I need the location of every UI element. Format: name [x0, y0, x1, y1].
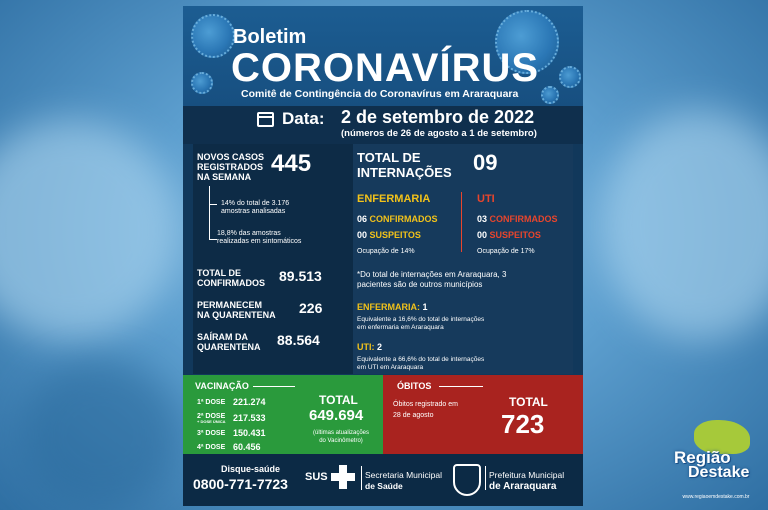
footer-divider [485, 466, 486, 490]
note-connector [209, 204, 217, 205]
confirmed-value: 89.513 [279, 268, 322, 284]
phone-number: 0800-771-7723 [193, 476, 288, 492]
hospital-total-value: 09 [473, 150, 498, 175]
title-coronavirus: CORONAVÍRUS [231, 46, 540, 90]
left-quarantine-label: SAÍRAM DA QUARENTENA [197, 332, 261, 352]
vaccination-total-box [299, 385, 379, 447]
prefeitura: Prefeitura Municipal de Araraquara [489, 470, 565, 492]
vaccination-total-note: (últimas atualizações do Vacinômetro) [312, 430, 370, 444]
title-boletim: Boletim [233, 26, 307, 48]
deaths-total-label: TOTAL [509, 395, 548, 409]
vaccination-total-value: 649.694 [309, 407, 364, 424]
header [183, 6, 583, 106]
vaccination-total-label: TOTAL [319, 393, 358, 407]
dose3-value: 150.431 [233, 428, 266, 438]
icu-sub-text: Equivalente a 66,6% do total de internações em UTI em Araraquara [357, 356, 485, 371]
icu-confirmed: 03 CONFIRMADOS [477, 214, 558, 224]
ward-confirmed: 06 CONFIRMADOS [357, 214, 438, 224]
dose3-label: 3ª DOSE [197, 430, 226, 437]
header-subtitle: Comitê de Contingência do Coronavírus em Araraquara [241, 88, 519, 100]
footer [183, 454, 583, 506]
hospital-panel [353, 144, 573, 374]
confirmed-label: TOTAL DE CONFIRMADOS [197, 268, 265, 288]
logo-line2: Destake [688, 464, 750, 481]
dose4-value: 60.456 [233, 442, 261, 452]
ward-occupancy: Ocupação de 14% [357, 248, 415, 255]
date-label: Data: [282, 109, 325, 128]
virus-icon [541, 86, 559, 104]
vaccination-panel [183, 375, 383, 454]
icu-title: UTI [477, 193, 495, 205]
deaths-panel [383, 375, 583, 454]
dose1-value: 221.274 [233, 397, 266, 407]
new-cases-label: NOVOS CASOS REGISTRADOS NA SEMANA [197, 152, 265, 182]
background-blob [20, 360, 180, 510]
new-cases-note-1: 14% do total de 3.176 amostras analisadas [221, 200, 290, 215]
deaths-note: Óbitos registrado em 28 de agosto [393, 401, 458, 419]
icu-occupancy: Ocupação de 17% [477, 248, 535, 255]
quarantine-value: 226 [299, 300, 323, 316]
sus-cross-icon [331, 465, 355, 489]
quarantine-label: PERMANECEM NA QUARENTENA [197, 300, 276, 320]
background-blob [600, 110, 768, 340]
virus-icon [559, 66, 581, 88]
ward-title: ENFERMARIA [357, 193, 431, 205]
dose4-label: 4ª DOSE [197, 444, 226, 451]
date-value: 2 de setembro de 2022 [341, 107, 535, 127]
virus-icon [191, 14, 235, 58]
dose2-sub: + DOSE ÚNICA [197, 419, 226, 424]
ward-suspected: 00 SUSPEITOS [357, 230, 421, 240]
date-row [183, 106, 583, 144]
phone-label: Disque-saúde [221, 464, 281, 474]
hospital-total-label: TOTAL DE INTERNAÇÕES [357, 150, 452, 180]
sus-logo: SUS [305, 471, 328, 483]
note-connector [209, 239, 217, 240]
background-blob [0, 120, 180, 340]
dose2-label: 2ª DOSE [197, 413, 226, 420]
araraquara-crest-icon [453, 464, 481, 496]
regiao-destake-logo [668, 420, 764, 508]
dose1-label: 1ª DOSE [197, 399, 226, 406]
left-quarantine-value: 88.564 [277, 332, 320, 348]
icu-suspected: 00 SUSPEITOS [477, 230, 541, 240]
note-connector [209, 186, 210, 240]
deaths-title: ÓBITOS [397, 381, 432, 391]
vaccination-title-rule [253, 386, 295, 387]
column-divider [461, 192, 462, 252]
hospital-note: *Do total de internações em Araraquara, 3 pacientes são de outros municípios [357, 270, 507, 289]
footer-divider [361, 466, 362, 490]
ward-sub: ENFERMARIA: 1 [357, 302, 428, 312]
secretaria: Secretaria Municipal de Saúde [365, 470, 443, 491]
cases-panel [193, 144, 353, 374]
virus-icon [191, 72, 213, 94]
vaccination-title: VACINAÇÃO [195, 381, 249, 391]
calendar-icon [257, 112, 274, 127]
new-cases-value: 445 [271, 150, 312, 177]
date-range: (números de 26 de agosto a 1 de setembro) [341, 128, 537, 139]
logo-line1: Região [674, 448, 731, 467]
icu-sub: UTI: 2 [357, 342, 383, 352]
new-cases-note-2: 18,8% das amostras realizadas em sintomáticos [217, 230, 302, 245]
logo-url: www.regiaoemdestake.com.br [682, 494, 750, 500]
bulletin-poster [183, 6, 583, 506]
dose2-value: 217.533 [233, 413, 266, 423]
deaths-total-value: 723 [501, 409, 545, 439]
ward-sub-text: Equivalente a 16,6% do total de internações em enfermaria em Araraquara [357, 316, 485, 331]
deaths-title-rule [439, 386, 483, 387]
